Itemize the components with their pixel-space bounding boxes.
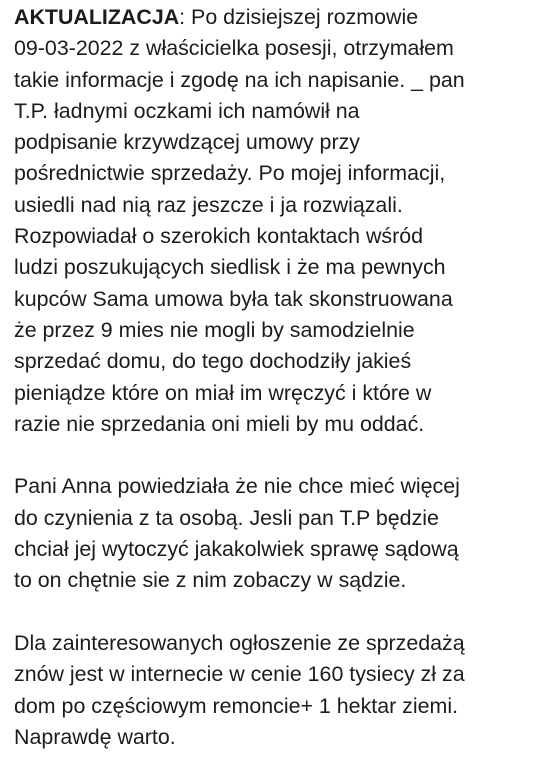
- text-line-remainder: : Po dzisiejszej rozmowie: [179, 5, 419, 29]
- text-line: dom po częściowym remoncie+ 1 hektar ziemi.: [14, 693, 459, 718]
- text-line: podpisanie krzywdzącej umowy przy: [14, 130, 360, 155]
- text-line: takie informacje i zgodę na ich napisanie. _ pan: [14, 67, 465, 92]
- text-line: to on chętnie sie z nim zobaczy w sądzie.: [14, 568, 407, 593]
- text-line: kupców Sama umowa była tak skonstruowana: [14, 286, 453, 311]
- text-line: Dla zainteresowanych ogłoszenie ze sprzedażą: [14, 630, 465, 655]
- text-line: że przez 9 mies nie mogli by samodzielnie: [14, 317, 415, 342]
- text-line: Naprawdę warto.: [14, 724, 176, 749]
- update-heading: AKTUALIZACJA: [14, 5, 180, 29]
- text-line: [14, 2, 534, 33]
- text-line: znów jest w internecie w cenie 160 tysiecy zł za: [14, 662, 465, 687]
- text-line: T.P. ładnymi oczkami ich namówił na: [14, 98, 360, 123]
- text-line: 09-03-2022 z właścicielka posesji, otrzymałem: [14, 36, 454, 61]
- text-line: sprzedać domu, do tego dochodziły jakieś: [14, 349, 412, 374]
- text-line: chciał jej wytoczyć jakakolwiek sprawę sądową: [14, 537, 459, 562]
- text-line: ludzi poszukujących siedlisk i że ma pewnych: [14, 255, 446, 280]
- text-line: usiedli nad nią raz jeszcze i ja rozwiązali.: [14, 192, 403, 217]
- paragraph-sale-offer: [14, 628, 534, 753]
- text-line: razie nie sprzedania oni mieli by mu oddać.: [14, 411, 425, 436]
- post-body: [14, 2, 534, 753]
- paragraph-update: [14, 2, 534, 440]
- text-line: Pani Anna powiedziała że nie chce mieć więcej: [14, 474, 460, 499]
- paragraph-pani-anna: [14, 471, 534, 596]
- text-line: Rozpowiadał o szerokich kontaktach wśród: [14, 224, 424, 249]
- text-line: do czynienia z ta osobą. Jesli pan T.P będzie: [14, 505, 439, 530]
- text-line: pieniądze które on miał im wręczyć i które w: [14, 380, 432, 405]
- text-line: pośrednictwie sprzedaży. Po mojej informacji,: [14, 161, 446, 186]
